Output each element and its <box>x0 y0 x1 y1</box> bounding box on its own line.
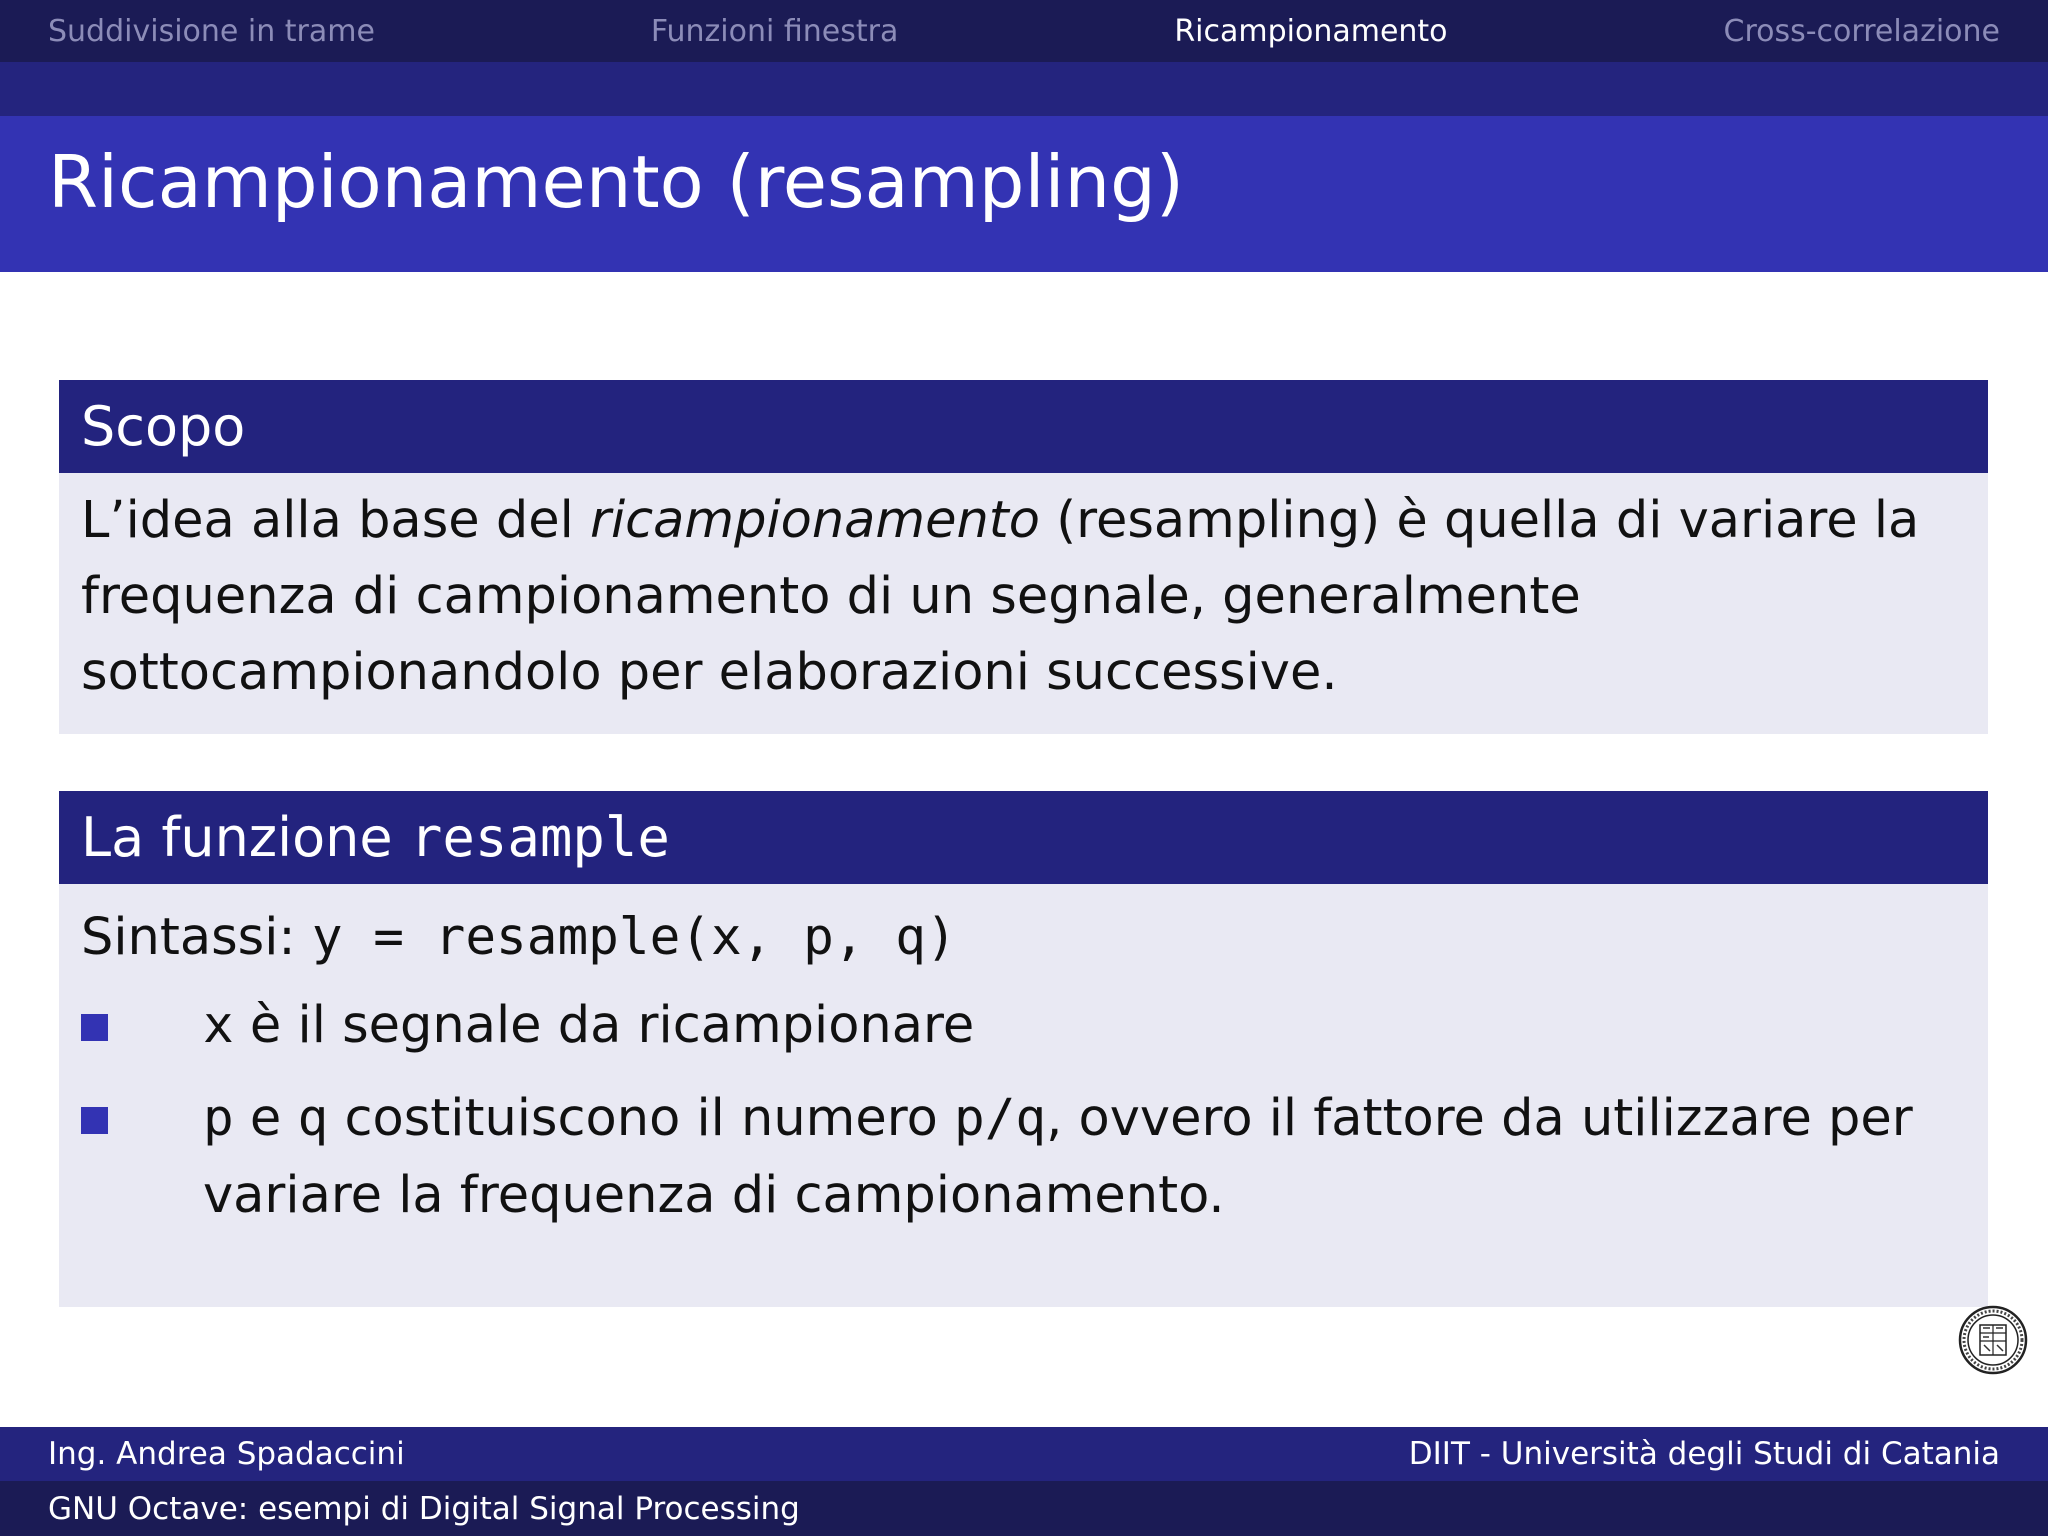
university-seal-icon <box>1958 1305 2028 1375</box>
list-item <box>81 987 1966 1064</box>
footer-author: Ing. Andrea Spadaccini <box>48 1436 405 1472</box>
block-resample-title-code: resample <box>409 806 670 869</box>
nav-item-cross-correlazione[interactable]: Cross-correlazione <box>1723 13 2000 49</box>
bullet-square-icon <box>81 1014 108 1041</box>
bullet-square-icon <box>81 1107 108 1134</box>
bullet-text: è il segnale da ricampionare <box>233 996 975 1055</box>
block-resample-body <box>59 884 1988 1234</box>
footer-lower <box>0 1481 2048 1536</box>
frame-title: Ricampionamento (resampling) <box>48 140 1184 224</box>
block-resample <box>59 791 1988 1307</box>
block-scopo-header <box>59 380 1988 473</box>
footer-institution: DIIT - Università degli Studi di Catania <box>1408 1436 2000 1472</box>
list-item <box>81 1080 1966 1234</box>
block-resample-title-text: La funzione <box>81 806 410 869</box>
footer-course: GNU Octave: esempi di Digital Signal Processing <box>48 1490 800 1527</box>
syntax-code: y = resample(x, p, q) <box>311 908 957 967</box>
bullet-code-q: q <box>297 1089 329 1148</box>
block-resample-title <box>81 806 670 869</box>
block-scopo-title: Scopo <box>81 395 246 458</box>
block-scopo-body <box>59 473 1988 711</box>
footer-upper <box>0 1427 2048 1481</box>
bullet-text-mid2: costituiscono il numero <box>328 1089 954 1148</box>
section-navigation <box>0 0 2048 62</box>
bullet-code-p: p <box>203 1089 234 1148</box>
bullet-text-mid1: e <box>233 1089 298 1148</box>
bullet-code: x <box>203 996 234 1055</box>
block-scopo <box>59 380 1988 734</box>
subsection-bar <box>0 62 2048 116</box>
nav-item-suddivisione[interactable]: Suddivisione in trame <box>48 13 375 49</box>
frame-title-bar <box>0 116 2048 272</box>
scopo-text-after: (resampling) è quella di variare la frequenza di campionamento di un segnale, generalmente sottocampionandolo per elaborazioni successive. <box>81 491 1920 702</box>
syntax-label: Sintassi: <box>81 908 312 967</box>
nav-item-ricampionamento[interactable]: Ricampionamento <box>1174 13 1448 49</box>
bullet-text-end: , ovvero il fattore da utilizzare per variare la frequenza di campionamento. <box>203 1089 1913 1225</box>
scopo-paragraph <box>81 473 1966 711</box>
nav-item-funzioni-finestra[interactable]: Funzioni finestra <box>650 13 899 49</box>
bullet-code-pq: p/q <box>954 1089 1047 1148</box>
syntax-line <box>81 884 1966 967</box>
block-resample-header <box>59 791 1988 884</box>
scopo-text-italic: ricampionamento <box>589 491 1040 550</box>
parameter-list <box>81 967 1966 1234</box>
scopo-text-before: L’idea alla base del <box>81 491 590 550</box>
